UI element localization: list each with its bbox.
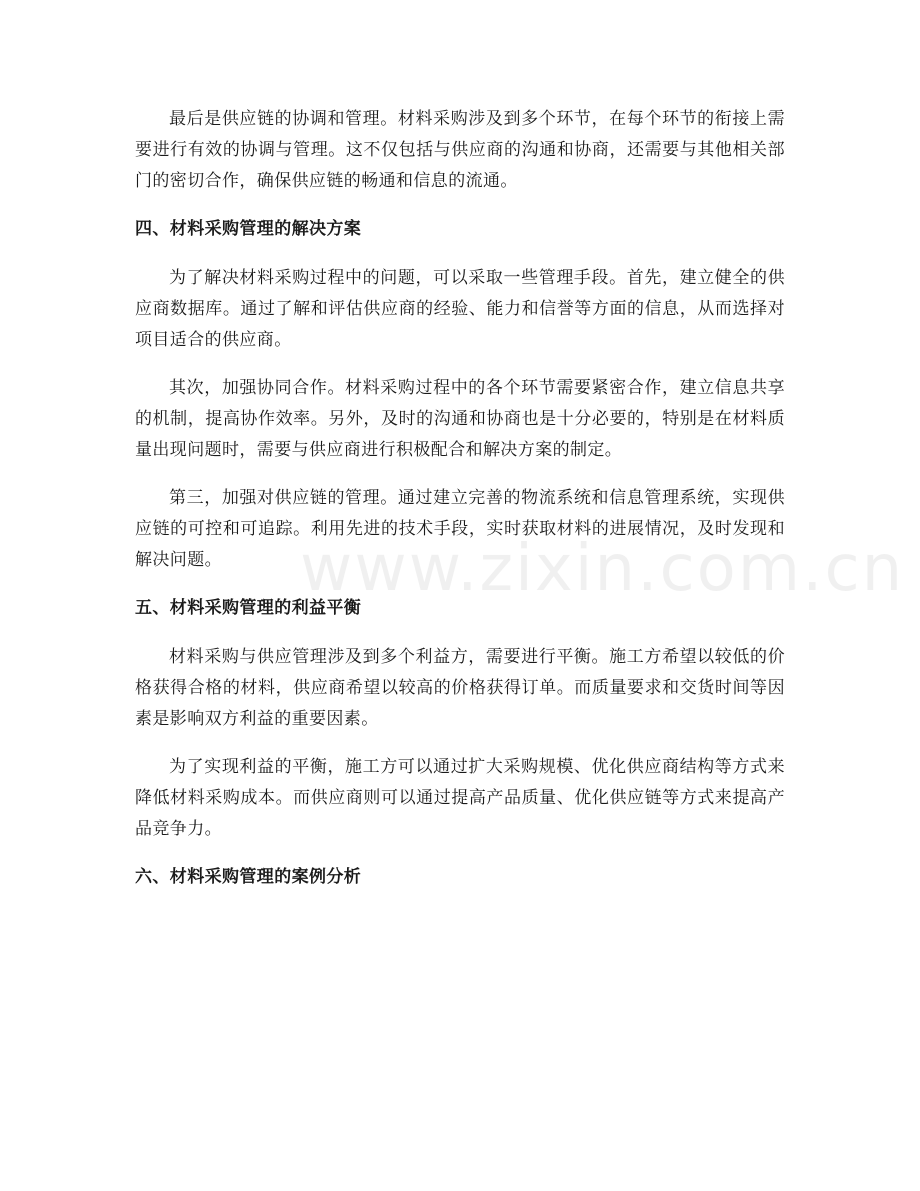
section-heading-case-analysis: 六、材料采购管理的案例分析 [135,867,362,887]
paragraph-supplier-database: 为了解决材料采购过程中的问题，可以采取一些管理手段。首先，建立健全的供应商数据库。通过了解和评估供应商的经验、能力和信誉等方面的信息，从而选择对项目适合的供应商。 [135,268,785,350]
paragraph-supply-chain-management: 第三，加强对供应链的管理。通过建立完善的物流系统和信息管理系统，实现供应链的可控和可追踪。利用先进的技术手段，实时获取材料的进展情况，及时发现和解决问题。 [135,488,785,570]
paragraph-supply-chain-coordination: 最后是供应链的协调和管理。材料采购涉及到多个环节，在每个环节的衔接上需要进行有效的协调与管理。这不仅包括与供应商的沟通和协商，还需要与其他相关部门的密切合作，确保供应链的畅通和信息的流通。 [135,109,785,191]
section-heading-solutions: 四、材料采购管理的解决方案 [135,219,362,239]
paragraph-stakeholders: 材料采购与供应管理涉及到多个利益方，需要进行平衡。施工方希望以较低的价格获得合格的材料，供应商希望以较高的价格获得订单。而质量要求和交货时间等因素是影响双方利益的重要因素。 [135,647,785,729]
section-heading-interest-balance: 五、材料采购管理的利益平衡 [135,598,362,618]
watermark-text: www.zixin.com.cn [300,532,905,606]
document-body [135,104,785,911]
paragraph-collaboration: 其次，加强协同合作。材料采购过程中的各个环节需要紧密合作，建立信息共享的机制，提高协作效率。另外，及时的沟通和协商也是十分必要的，特别是在材料质量出现问题时，需要与供应商进行积极配合和解决方案的制定。 [135,378,785,460]
paragraph-balance-methods: 为了实现利益的平衡，施工方可以通过扩大采购规模、优化供应商结构等方式来降低材料采购成本。而供应商则可以通过提高产品质量、优化供应链等方式来提高产品竞争力。 [135,757,785,839]
